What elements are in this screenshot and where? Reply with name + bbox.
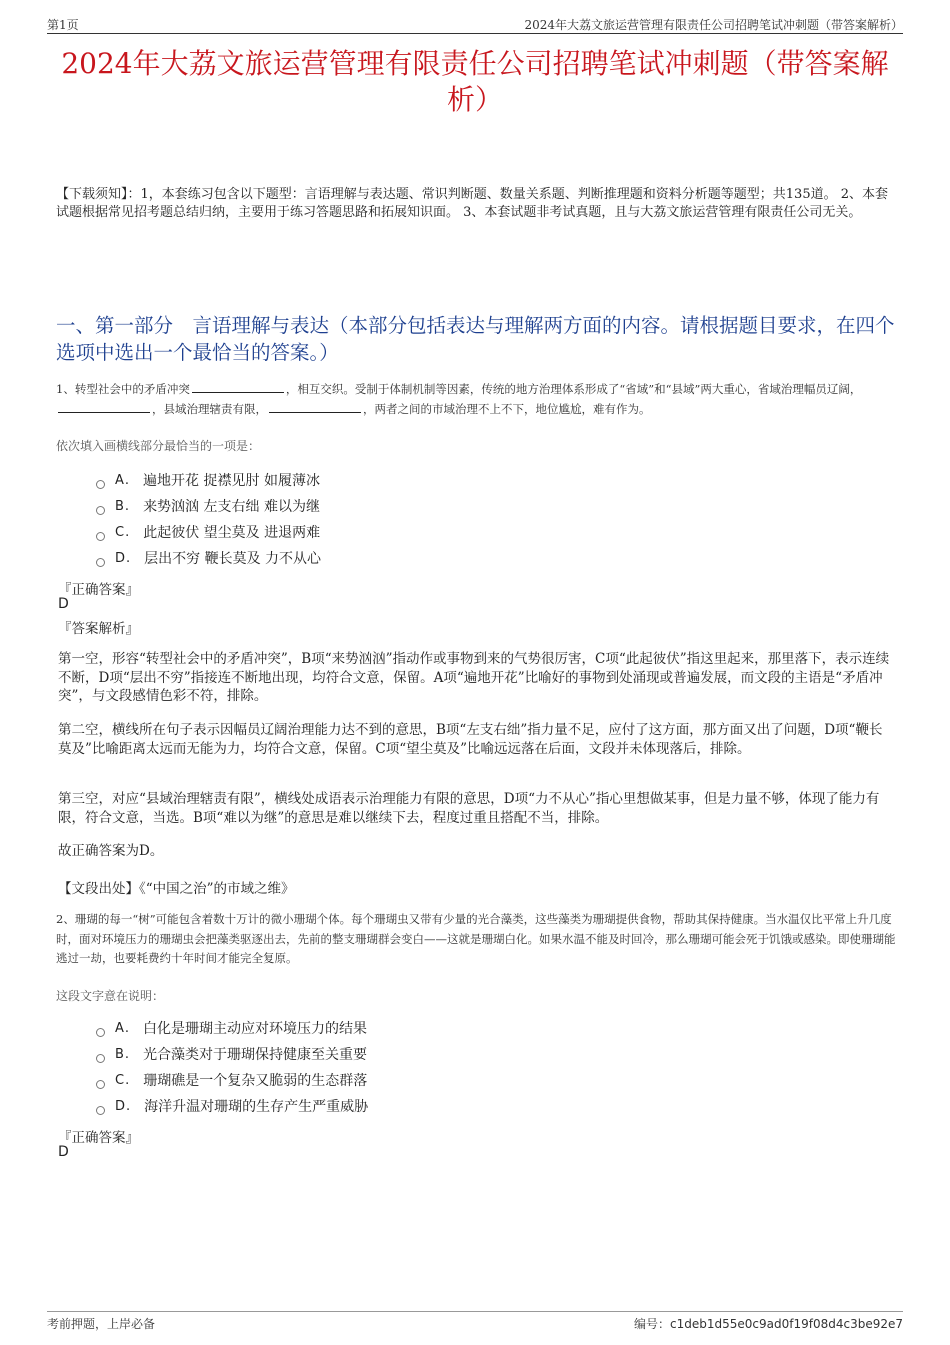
q1-text-part: 1、转型社会中的矛盾冲突 [56, 382, 190, 396]
question-2-text: 2、珊瑚的每一“树”可能包含着数十万计的微小珊瑚个体。每个珊瑚虫又带有少量的光合藻类，这些藻类为珊瑚提供食物，帮助其保持健康。当水温仅比平常上升几度时，面对环境压力的珊瑚虫会把藻类驱逐出去，先前的整支珊瑚群会变白——这就是珊瑚白化。如果水温不能及时回冷，那么珊瑚可能会死于饥饿或感染。即使珊瑚能逃过一劫，也要耗费约十年时间才能完全复原。 [56, 912, 896, 965]
page-number: 第1页 [47, 18, 79, 32]
analysis-paragraph: 第一空，形容“转型社会中的矛盾冲突”，B项“来势汹汹”指动作或事物到来的气势很厉害，C项“此起彼伏”指这里起来，那里落下，表示连续不断，D项“层出不穷”指接连不断地出现，均符合文意，保留。A项“遍地开花”比喻好的事物到处涌现或普遍发展，而文段的主语是“矛盾冲突”，与文段感情色彩不符，排除。 [58, 651, 890, 704]
section-heading: 一、第一部分 言语理解与表达（本部分包括表达与理解两方面的内容。请根据题目要求，在四个选项中选出一个最恰当的答案。） [56, 314, 895, 364]
answer-label: 『正确答案』 [58, 582, 139, 598]
option-text: 层出不穷 鞭长莫及 力不从心 [144, 551, 322, 567]
document-title: 2024年大荔文旅运营管理有限责任公司招聘笔试冲刺题（带答案解析） [61, 47, 889, 116]
radio-button[interactable] [96, 1054, 105, 1063]
answer-label: 『正确答案』 [58, 1130, 139, 1146]
option-text: 来势汹汹 左支右绌 难以为继 [143, 499, 320, 515]
option-d[interactable] [96, 546, 321, 572]
page-footer [47, 1311, 903, 1335]
question-2-options [96, 1016, 368, 1120]
radio-button[interactable] [96, 532, 105, 541]
option-text: 光合藻类对于珊瑚保持健康至关重要 [143, 1047, 368, 1063]
analysis-paragraph: 第三空，对应“县域治理辖责有限”，横线处成语表示治理能力有限的意思，D项“力不从心”指心里想做某事，但是力量不够，体现了能力有限，符合文意，当选。B项“难以为继”的意思是难以继续下去，程度过重且搭配不当，排除。 [58, 791, 880, 826]
option-d[interactable] [96, 1094, 368, 1120]
answer-value: D [58, 1144, 69, 1160]
question-1-prompt: 依次填入画横线部分最恰当的一项是： [56, 439, 261, 453]
option-letter: A . [115, 1017, 137, 1041]
download-notice: 【下载须知】：1，本套练习包含以下题型：言语理解与表达题、常识判断题、数量关系题、判断推理题和资料分析题等题型；共135道。 2、本套试题根据常见招考题总结归纳，主要用于练习答题思路和拓展知识面。 3、本套试题非考试真题，且与大荔文旅运营管理有限责任公司无关。 [56, 187, 888, 220]
option-letter: D . [115, 1095, 138, 1119]
option-letter: A . [115, 469, 137, 493]
option-text: 白化是珊瑚主动应对环境压力的结果 [143, 1021, 368, 1037]
option-letter: D . [115, 547, 138, 571]
analysis-conclusion: 故正确答案为D。 [58, 843, 164, 859]
option-c[interactable] [96, 1068, 368, 1094]
radio-button[interactable] [96, 558, 105, 567]
radio-button[interactable] [96, 1028, 105, 1037]
analysis-label: 『答案解析』 [58, 621, 139, 637]
option-letter: C . [115, 1069, 137, 1093]
page-header [47, 14, 903, 34]
option-text: 海洋升温对珊瑚的生存产生严重威胁 [144, 1099, 369, 1115]
option-b[interactable] [96, 494, 321, 520]
radio-button[interactable] [96, 506, 105, 515]
q1-text-part: ，相互交织。受制于体制机制等因素，传统的地方治理体系形成了“省域”和“县域”两大重心，省域治理幅员辽阔， [285, 382, 862, 396]
radio-button[interactable] [96, 480, 105, 489]
question-1-options [96, 468, 321, 572]
fill-blank [58, 401, 150, 413]
option-a[interactable] [96, 468, 321, 494]
footer-slogan: 考前押题，上岸必备 [47, 1317, 156, 1331]
analysis-paragraph: 第二空，横线所在句子表示因幅员辽阔治理能力达不到的意思，B项“左支右绌”指力量不足，应付了这方面，那方面又出了问题，D项“鞭长莫及”比喻距离太远而无能为力，均符合文意，保留。C项“望尘莫及”比喻远远落在后面，文段并未体现落后，排除。 [58, 722, 883, 757]
option-a[interactable] [96, 1016, 368, 1042]
header-doc-title: 2024年大荔文旅运营管理有限责任公司招聘笔试冲刺题（带答案解析） [524, 18, 903, 32]
option-b[interactable] [96, 1042, 368, 1068]
option-letter: B . [115, 1043, 137, 1067]
fill-blank [269, 401, 361, 413]
footer-code-wrap [634, 1315, 903, 1332]
question-1-text [56, 380, 898, 419]
option-c[interactable] [96, 520, 321, 546]
q1-text-part: ，县域治理辖责有限， [152, 401, 267, 416]
question-2-prompt: 这段文字意在说明： [56, 989, 165, 1003]
option-letter: B . [115, 495, 137, 519]
answer-value: D [58, 596, 69, 612]
option-text: 珊瑚礁是一个复杂又脆弱的生态群落 [143, 1073, 368, 1089]
option-letter: C . [115, 521, 137, 545]
radio-button[interactable] [96, 1080, 105, 1089]
q1-text-part: ，两者之间的市域治理不上不下，地位尴尬，难有作为。 [363, 401, 651, 416]
option-text: 此起彼伏 望尘莫及 进退两难 [143, 525, 321, 541]
footer-code: c1deb1d55e0c9ad0f19f08d4c3be92e7 [670, 1317, 903, 1331]
radio-button[interactable] [96, 1106, 105, 1115]
fill-blank [192, 381, 284, 393]
option-text: 遍地开花 捉襟见肘 如履薄冰 [143, 473, 320, 489]
passage-source: 【文段出处】《“中国之治”的市域之维》 [58, 881, 295, 897]
footer-code-label: 编号： [633, 1317, 670, 1331]
